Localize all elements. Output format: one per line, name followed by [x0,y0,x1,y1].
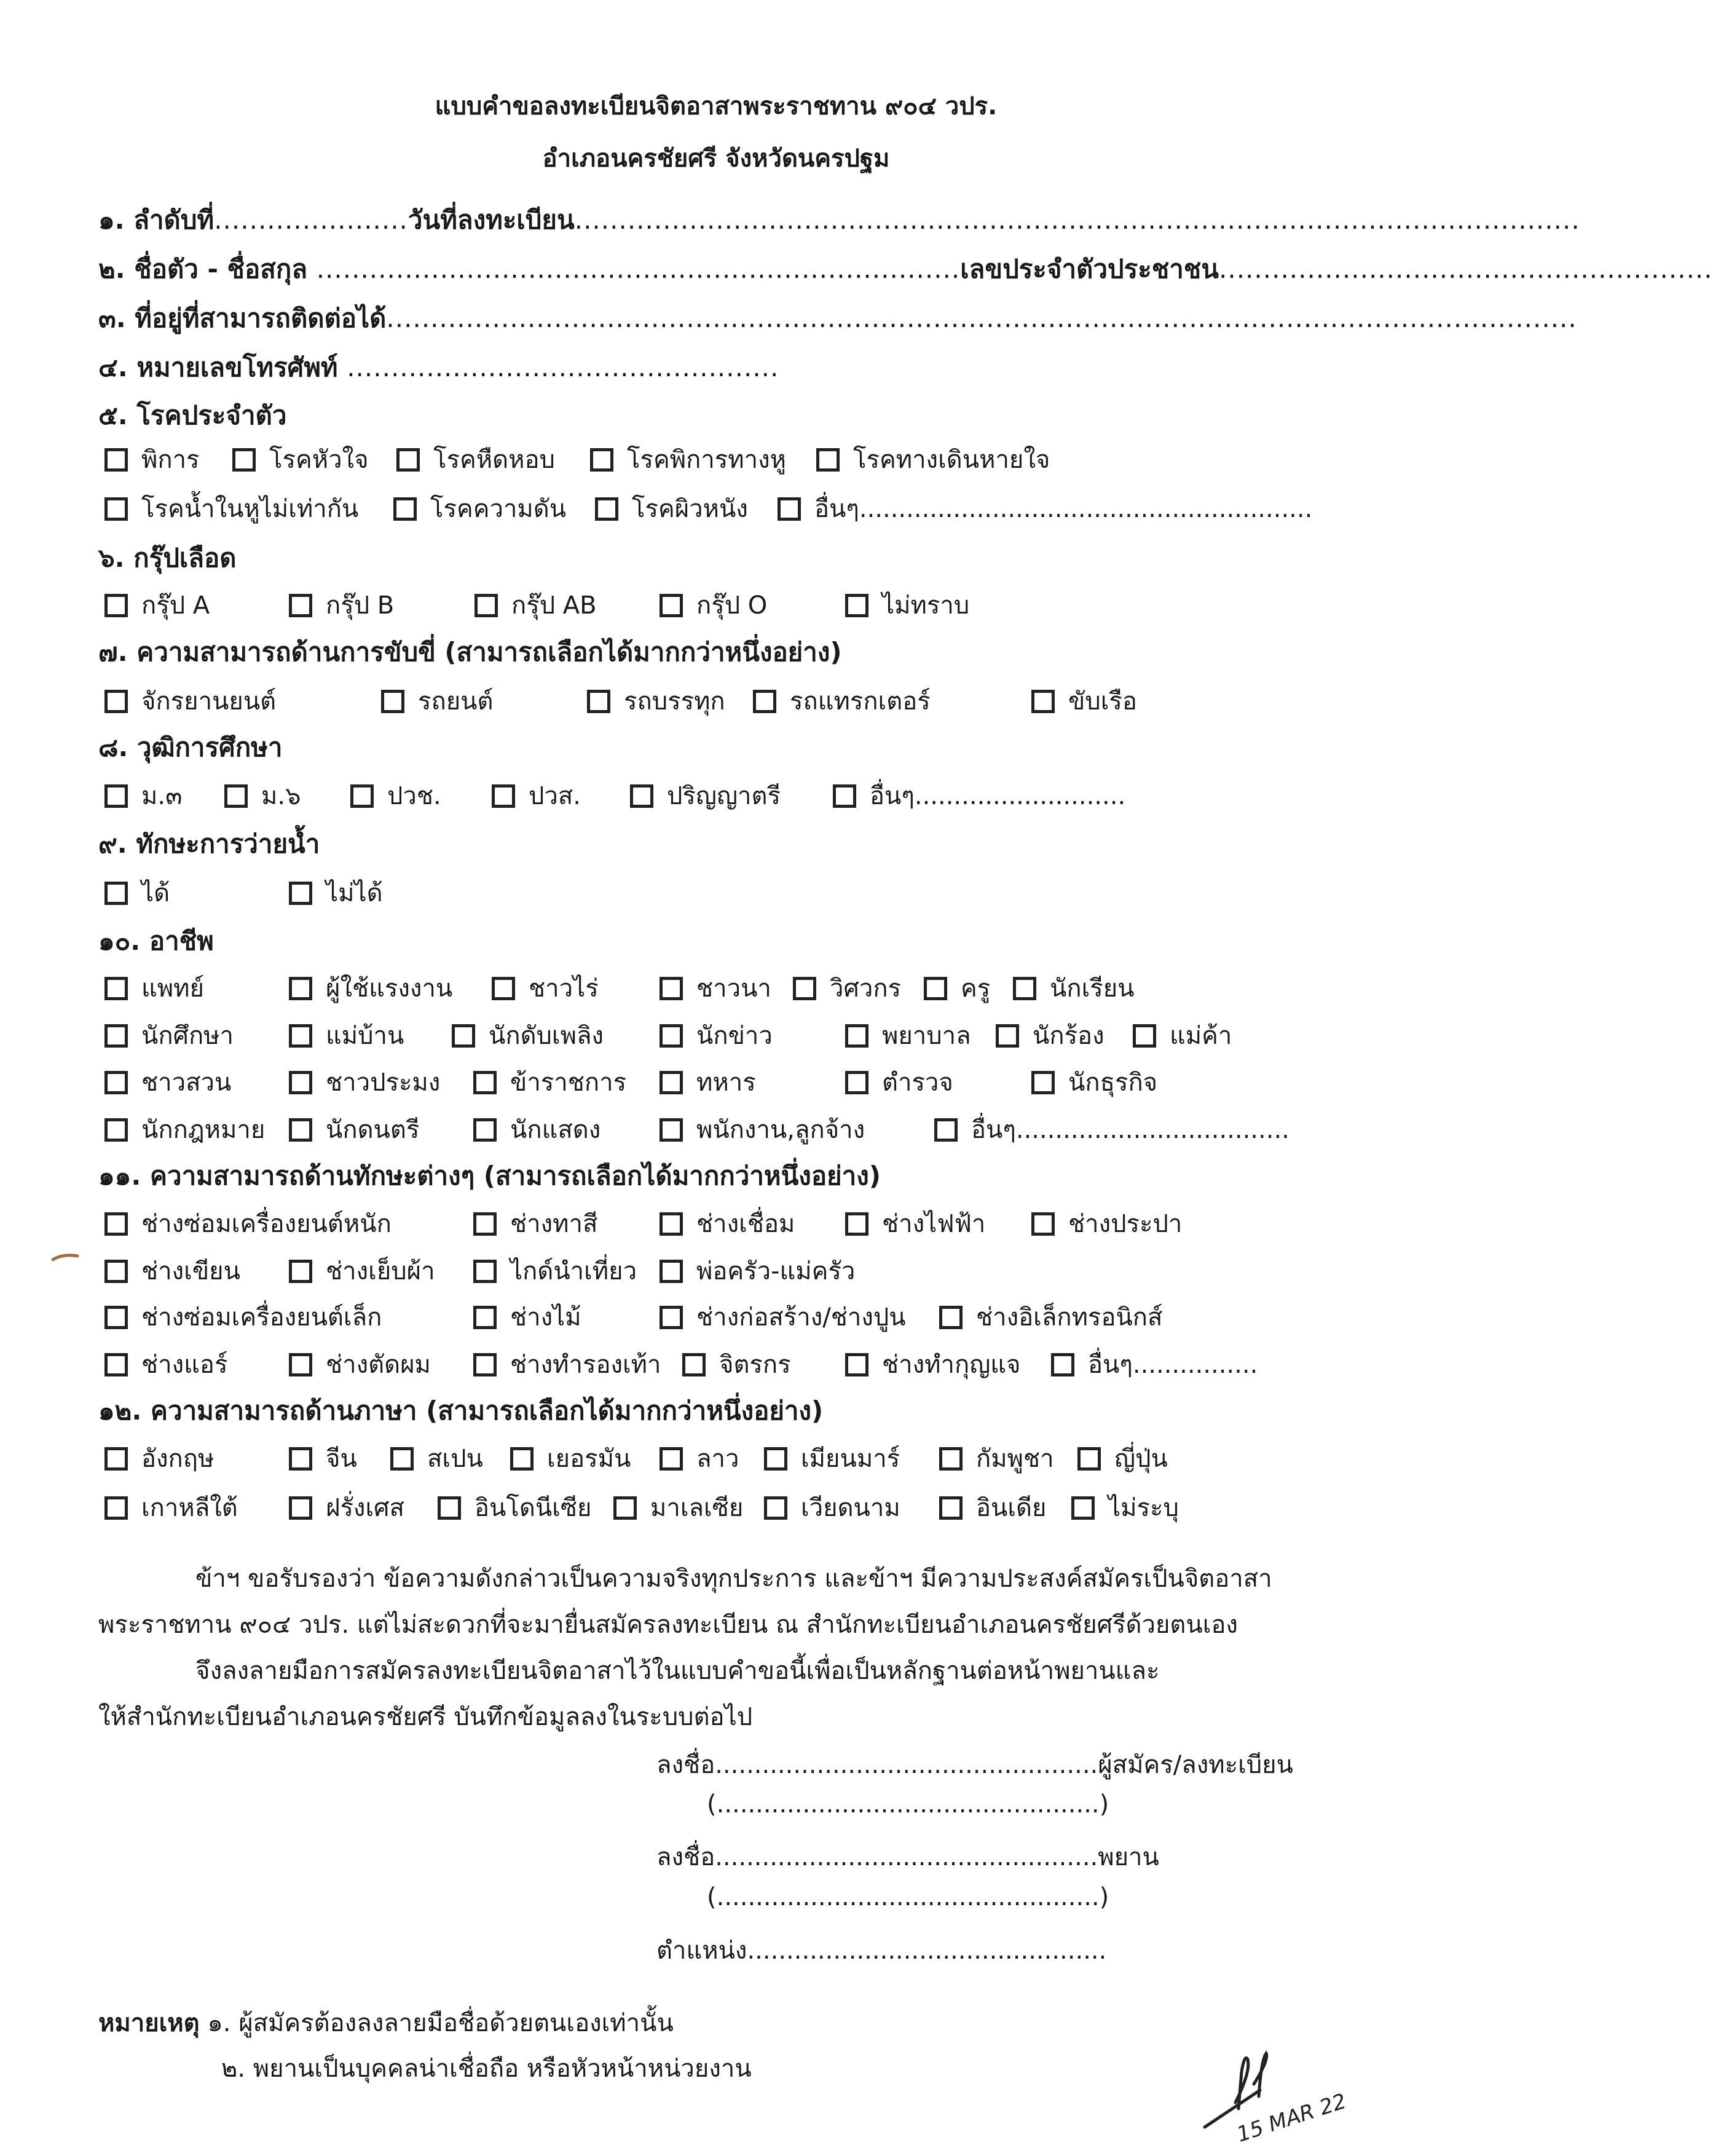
checkbox[interactable] [289,1447,312,1471]
checkbox[interactable] [510,1447,534,1471]
q10-label: ๑๐. อาชีพ [98,926,214,956]
q10-option-other[interactable]: อื่นๆ................................... [934,1110,1290,1149]
q6-option[interactable]: ไม่ทราบ [845,585,969,625]
q10-option[interactable]: ชาวไร่ [492,968,599,1008]
q6-option[interactable]: กรุ๊ป A [104,585,210,625]
applicant-signature-line[interactable]: ลงชื่อ.................................................ผู้สมัคร/ลงทะเบียน [656,1751,1293,1779]
q11-option[interactable]: ช่างทำรองเท้า [473,1345,661,1384]
checkbox[interactable] [104,1447,128,1471]
q11-option[interactable]: ช่างแอร์ [104,1345,227,1384]
q8-option[interactable]: ปริญญาตรี [630,776,781,815]
note-2: ๒. พยานเป็นบุคคลน่าเชื่อถือ หรือหัวหน้าหน่วยงาน [221,2055,752,2083]
checkbox[interactable] [845,594,868,617]
q12-option[interactable]: เมียนมาร์ [764,1439,900,1478]
checkbox[interactable] [475,594,498,617]
checkbox[interactable] [473,1260,497,1283]
q11-option[interactable]: ช่างไม้ [473,1297,581,1337]
checkbox[interactable] [350,784,374,808]
q5-option[interactable]: โรคความดัน [393,489,566,528]
q6-option[interactable]: กรุ๊ป O [660,585,767,625]
q10-option[interactable]: นักร้อง [996,1016,1105,1055]
checkbox[interactable] [289,1024,312,1048]
q8-option[interactable]: ม.๓ [104,776,182,815]
q12-option[interactable]: จีน [289,1439,357,1478]
checkbox[interactable] [660,1024,683,1048]
q11-option[interactable]: ช่างเชื่อม [660,1204,795,1243]
q10-option[interactable]: ชาวสวน [104,1062,231,1102]
checkbox[interactable] [1133,1024,1156,1048]
q1-date-label: วันที่ลงทะเบียน [408,205,575,235]
q11-option-other[interactable]: อื่นๆ................ [1051,1345,1258,1384]
notes-label: หมายเหตุ [98,2009,200,2037]
checkbox[interactable] [934,1118,958,1142]
q10-option[interactable]: แพทย์ [104,968,204,1008]
q5-option[interactable]: โรคหืดหอบ [396,440,555,479]
q12-option[interactable]: อังกฤษ [104,1439,214,1478]
checkbox[interactable] [613,1496,637,1520]
declaration-line: ให้สำนักทะเบียนอำเภอนครชัยศรี บันทึกข้อมูลลงในระบบต่อไป [98,1703,753,1731]
declaration-line: ข้าฯ ขอรับรองว่า ข้อความดังกล่าวเป็นความจริงทุกประการ และข้าฯ มีความประสงค์สมัครเป็นจิตอาสา [195,1565,1272,1593]
witness-signature-line[interactable]: ลงชื่อ.................................................พยาน [656,1843,1159,1871]
q1-row [98,200,1580,240]
q11-option[interactable]: ช่างประปา [1031,1204,1182,1243]
checkbox[interactable] [996,1024,1019,1048]
q10-option[interactable]: ข้าราชการ [473,1062,626,1102]
witness-position-line[interactable]: ตำแหน่ง.............................................. [656,1937,1107,1965]
q12-option[interactable]: สเปน [390,1439,483,1478]
stray-mark [50,1251,81,1263]
checkbox[interactable] [473,1118,497,1142]
q3-label: ๓. ที่อยู่ที่สามารถติดต่อได้ [98,303,387,333]
checkbox[interactable] [104,1071,128,1094]
checkbox[interactable] [845,1353,868,1376]
q11-option[interactable]: ไกด์นำเที่ยว [473,1251,637,1290]
q8-option[interactable]: ปวช. [350,776,441,815]
checkbox[interactable] [492,784,515,808]
checkbox[interactable] [473,1306,497,1329]
checkbox[interactable] [590,448,613,472]
q10-option[interactable]: นักเรียน [1013,968,1135,1008]
q9-option[interactable]: ไม่ได้ [289,873,383,912]
q11-label: ๑๑. ความสามารถด้านทักษะต่างๆ (สามารถเลือกได้มากกว่าหนึ่งอย่าง) [98,1161,881,1191]
checkbox[interactable] [630,784,653,808]
checkbox[interactable] [381,690,404,713]
q10-option[interactable]: นักข่าว [660,1016,773,1055]
checkbox[interactable] [390,1447,414,1471]
initials-signature [1192,2035,1377,2147]
q10-option[interactable]: วิศวกร [793,968,901,1008]
checkbox[interactable] [289,594,312,617]
q12-option[interactable]: อินเดีย [939,1488,1046,1527]
checkbox[interactable] [1071,1496,1095,1520]
checkbox[interactable] [104,1260,128,1283]
checkbox[interactable] [660,1260,683,1283]
checkbox[interactable] [289,1071,312,1094]
q10-option[interactable]: พยาบาล [845,1016,971,1055]
q11-option[interactable]: ช่างอิเล็กทรอนิกส์ [939,1297,1162,1337]
checkbox[interactable] [660,977,683,1000]
q1-sequence-field[interactable]: ...................... [214,205,408,235]
q5-label: ๕. โรคประจำตัว [98,400,287,430]
q3-address-field[interactable]: ....................................................................................................................................... [386,303,1577,333]
checkbox[interactable] [1051,1353,1074,1376]
checkbox[interactable] [833,784,856,808]
checkbox[interactable] [473,1071,497,1094]
checkbox[interactable] [587,690,610,713]
checkbox[interactable] [660,1212,683,1236]
checkbox[interactable] [939,1447,963,1471]
signature-date: 15 MAR 22 [1234,2088,1350,2147]
note-1: หมายเหตุ ๑. ผู้สมัครต้องลงลายมือชื่อด้วยตนเองเท่านั้น [98,2009,674,2037]
q11-option[interactable]: พ่อครัว-แม่ครัว [660,1251,855,1290]
q10-option[interactable]: นักธุรกิจ [1031,1062,1157,1102]
checkbox[interactable] [104,594,128,617]
q2-label: ๒. ชื่อตัว - ชื่อสกุล [98,254,317,284]
checkbox[interactable] [393,497,417,521]
q12-option[interactable]: เยอรมัน [510,1439,631,1478]
checkbox[interactable] [682,1353,706,1376]
q12-option[interactable]: ไม่ระบุ [1071,1488,1179,1527]
declaration-line: จึงลงลายมือการสมัครลงทะเบียนจิตอาสาไว้ในแบบคำขอนี้เพื่อเป็นหลักฐานต่อหน้าพยานและ [195,1657,1160,1685]
q8-option-other[interactable]: อื่นๆ........................... [833,776,1125,815]
q12-option[interactable]: เกาหลีใต้ [104,1488,238,1527]
declaration-line: พระราชทาน ๙๐๔ วปร. แต่ไม่สะดวกที่จะมายื่นสมัครลงทะเบียน ณ สำนักทะเบียนอำเภอนครชัยศรีด้วยตนเอง [98,1611,1238,1639]
checkbox[interactable] [939,1496,963,1520]
checkbox[interactable] [104,882,128,905]
checkbox[interactable] [492,977,515,1000]
q5-option[interactable]: โรคทางเดินหายใจ [816,440,1050,479]
q5-option-other[interactable]: อื่นๆ.......................................................... [778,489,1312,528]
q5-option[interactable]: โรคหัวใจ [232,440,369,479]
q5-option[interactable]: พิการ [104,440,200,479]
q6-label: ๖. กรุ๊ปเลือด [98,543,237,573]
checkbox[interactable] [1031,1212,1055,1236]
q10-option[interactable]: นักกฎหมาย [104,1110,265,1149]
checkbox[interactable] [289,1118,312,1142]
checkbox[interactable] [939,1306,963,1329]
q10-option[interactable]: ชาวประมง [289,1062,440,1102]
checkbox[interactable] [104,1353,128,1376]
checkbox[interactable] [104,1024,128,1048]
q8-label: ๘. วุฒิการศึกษา [98,732,283,762]
checkbox[interactable] [396,448,420,472]
q12-option[interactable]: กัมพูชา [939,1439,1054,1478]
checkbox[interactable] [1031,1071,1055,1094]
q10-option[interactable]: นักดับเพลิง [452,1016,604,1055]
checkbox[interactable] [289,977,312,1000]
checkbox[interactable] [452,1024,475,1048]
q11-option[interactable]: ช่างซ่อมเครื่องยนต์เล็ก [104,1297,382,1337]
checkbox[interactable] [473,1353,497,1376]
q7-label: ๗. ความสามารถด้านการขับขี่ (สามารถเลือกได้มากกว่าหนึ่งอย่าง) [98,637,842,667]
q12-option[interactable]: มาเลเซีย [613,1488,743,1527]
checkbox[interactable] [1031,690,1055,713]
q7-option[interactable]: รถยนต์ [381,681,493,721]
checkbox[interactable] [845,1024,868,1048]
q11-option[interactable]: ช่างตัดผม [289,1345,431,1384]
applicant-name-line[interactable]: (.................................................) [707,1790,1109,1818]
q6-option[interactable]: กรุ๊ป B [289,585,394,625]
checkbox[interactable] [845,1212,868,1236]
checkbox[interactable] [289,1496,312,1520]
checkbox[interactable] [104,1496,128,1520]
q6-option[interactable]: กรุ๊ป AB [475,585,597,625]
q2-name-field[interactable]: ......................................................................... [316,254,961,284]
q2-id-label: เลขประจำตัวประชาชน [960,254,1219,284]
q1-date-field[interactable]: .................................................................................................................. [574,205,1580,235]
q8-option[interactable]: ม.๖ [224,776,301,815]
q4-phone-field[interactable]: ................................................. [347,352,779,382]
checkbox[interactable] [660,1071,683,1094]
q5-option[interactable]: โรคน้ำในหูไม่เท่ากัน [104,489,358,528]
checkbox[interactable] [660,1306,683,1329]
q10-option[interactable]: ตำรวจ [845,1062,953,1102]
q2-id-field[interactable]: ........................................................ [1219,254,1713,284]
checkbox[interactable] [289,882,312,905]
q10-option[interactable]: นักศึกษา [104,1016,234,1055]
q4-label: ๔. หมายเลขโทรศัพท์ [98,352,347,382]
checkbox[interactable] [104,1118,128,1142]
checkbox[interactable] [845,1071,868,1094]
checkbox[interactable] [1077,1447,1101,1471]
q4-row [98,347,779,388]
q12-option[interactable]: อินโดนีเซีย [438,1488,591,1527]
checkbox[interactable] [104,784,128,808]
q5-option[interactable]: โรคพิการทางหู [590,440,786,479]
q11-option[interactable]: ช่างเย็บผ้า [289,1251,435,1290]
checkbox[interactable] [289,1260,312,1283]
q11-option[interactable]: จิตรกร [682,1345,791,1384]
checkbox[interactable] [764,1447,787,1471]
q11-option[interactable]: ช่างทาสี [473,1204,597,1243]
checkbox[interactable] [232,448,256,472]
q10-option[interactable]: แม่ค้า [1133,1016,1232,1055]
checkbox[interactable] [104,690,128,713]
q10-option[interactable]: พนักงาน,ลูกจ้าง [660,1110,865,1149]
q10-option[interactable]: ชาวนา [660,968,771,1008]
q1-label: ๑. ลำดับที่ [98,205,215,235]
q12-option[interactable]: เวียดนาม [764,1488,900,1527]
q7-option[interactable]: ขับเรือ [1031,681,1137,721]
checkbox[interactable] [660,1447,683,1471]
form-title: แบบคำขอลงทะเบียนจิตอาสาพระราชทาน ๙๐๔ วปร. [435,92,998,120]
checkbox[interactable] [104,448,128,472]
checkbox[interactable] [924,977,947,1000]
q9-label: ๙. ทักษะการว่ายน้ำ [98,829,320,859]
q11-option[interactable]: ช่างก่อสร้าง/ช่างปูน [660,1297,906,1337]
q8-option[interactable]: ปวส. [492,776,581,815]
checkbox[interactable] [778,497,801,521]
q10-option[interactable]: ผู้ใช้แรงงาน [289,968,452,1008]
q2-row [98,249,1713,290]
checkbox[interactable] [1013,977,1036,1000]
witness-name-line[interactable]: (.................................................) [707,1883,1109,1911]
checkbox[interactable] [104,1212,128,1236]
checkbox[interactable] [595,497,618,521]
q10-option[interactable]: ครู [924,968,990,1008]
checkbox[interactable] [104,977,128,1000]
checkbox[interactable] [793,977,816,1000]
q12-option[interactable]: ญี่ปุ่น [1077,1439,1168,1478]
q11-option[interactable]: ช่างไฟฟ้า [845,1204,985,1243]
checkbox[interactable] [104,1306,128,1329]
checkbox[interactable] [764,1496,787,1520]
q9-option[interactable]: ได้ [104,873,170,912]
q12-option[interactable]: ฝรั่งเศส [289,1488,404,1527]
q7-option[interactable]: รถบรรทุก [587,681,725,721]
q11-option[interactable]: ช่างทำกุญแจ [845,1345,1021,1384]
q7-option[interactable]: จักรยานยนต์ [104,681,276,721]
q3-row [98,298,1577,339]
q5-option[interactable]: โรคผิวหนัง [595,489,748,528]
q7-option[interactable]: รถแทรกเตอร์ [753,681,931,721]
checkbox[interactable] [816,448,840,472]
q10-option[interactable]: นักดนตรี [289,1110,419,1149]
checkbox[interactable] [473,1212,497,1236]
q10-option[interactable]: นักแสดง [473,1110,601,1149]
q11-option[interactable]: ช่างซ่อมเครื่องยนต์หนัก [104,1204,392,1243]
checkbox[interactable] [104,497,128,521]
checkbox[interactable] [753,690,776,713]
form-subtitle: อำเภอนครชัยศรี จังหวัดนครปฐม [542,144,890,173]
q10-option[interactable]: ทหาร [660,1062,756,1102]
checkbox[interactable] [438,1496,461,1520]
checkbox[interactable] [224,784,248,808]
q12-label: ๑๒. ความสามารถด้านภาษา (สามารถเลือกได้มากกว่าหนึ่งอย่าง) [98,1396,824,1426]
checkbox[interactable] [289,1353,312,1376]
q11-option[interactable]: ช่างเขียน [104,1251,240,1290]
q10-option[interactable]: แม่บ้าน [289,1016,404,1055]
checkbox[interactable] [660,594,683,617]
checkbox[interactable] [660,1118,683,1142]
q12-option[interactable]: ลาว [660,1439,739,1478]
